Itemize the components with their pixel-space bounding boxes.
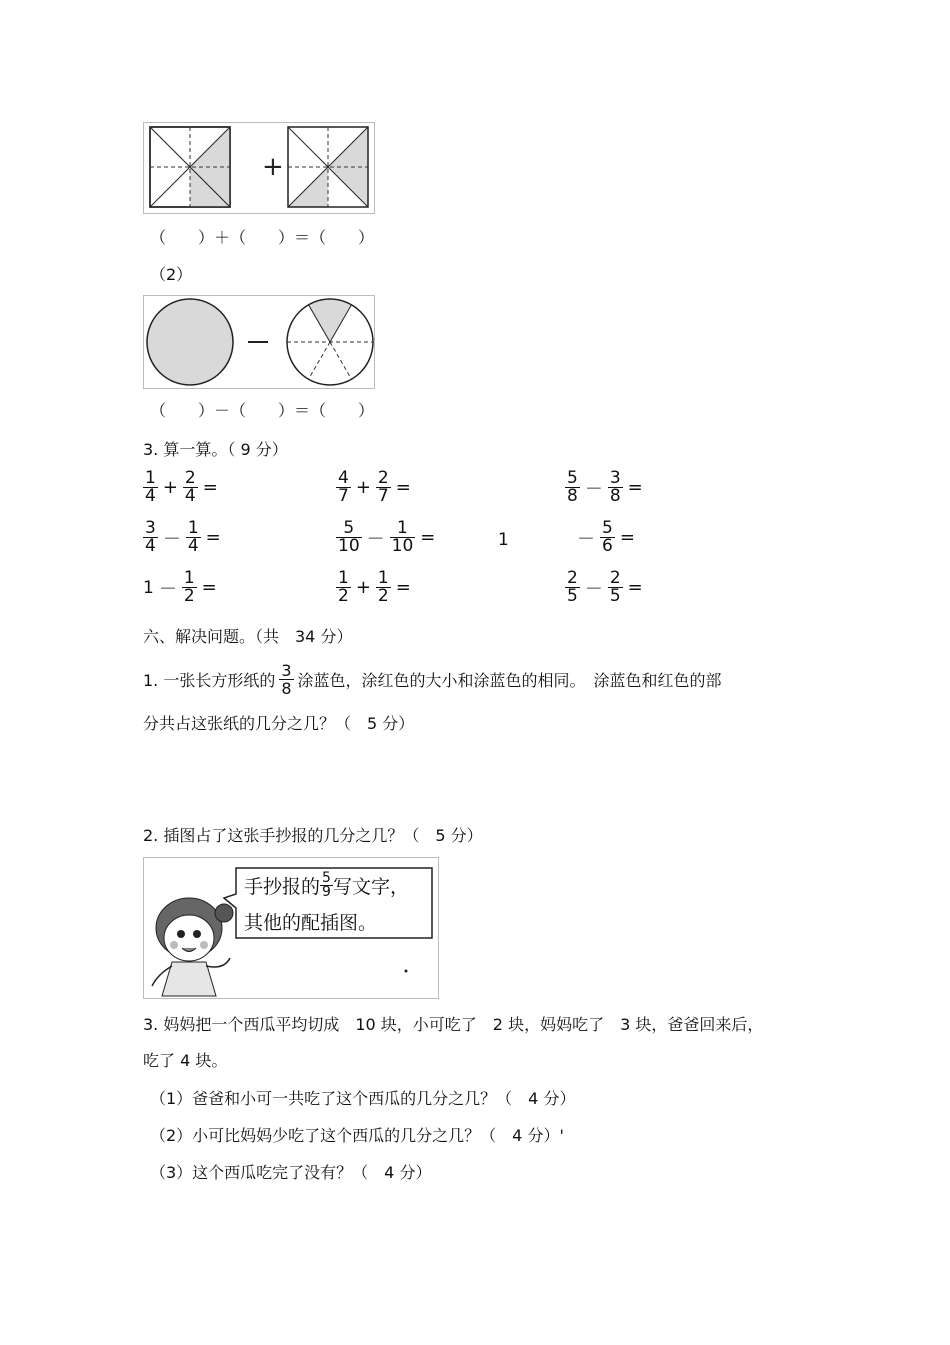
figure2-answer-blanks: （ ）－（ ）＝（ ） xyxy=(150,401,375,420)
circles-diagram xyxy=(144,296,374,388)
q3-line1: 3. 妈妈把一个西瓜平均切成 10 块，小可吃了 2 块，妈妈吃了 3 块，爸爸回来后， xyxy=(143,1015,764,1034)
q2-text: 2. 插图占了这张手抄报的几分之几？（ 5 分） xyxy=(143,826,483,845)
bubble-line1: 手抄报的 $\frac{5}{9}$ 写文字， xyxy=(244,870,409,900)
squares-diagram xyxy=(144,123,374,213)
fraction: $\frac{1}{4}$ xyxy=(145,468,156,506)
calc-problem-8: $\frac{1}{2}$ + $\frac{1}{2}$ = xyxy=(338,568,411,606)
figure-squares xyxy=(143,122,375,214)
q3-sub1: （1）爸爸和小可一共吃了这个西瓜的几分之几？（ 4 分） xyxy=(150,1089,576,1108)
fraction: $\frac{5}{8}$ xyxy=(567,468,578,506)
section6-title: 六、解决问题。（共 34 分） xyxy=(143,627,353,646)
fraction: $\frac{1}{4}$ xyxy=(187,518,199,556)
calc-problem-4: $\frac{3}{4}$ － $\frac{1}{4}$ = xyxy=(145,518,221,556)
calc-problem-5: $\frac{5}{10}$ － $\frac{1}{10}$ = xyxy=(338,518,436,556)
fraction: $\frac{1}{2}$ xyxy=(338,568,349,606)
fraction: $\frac{5}{10}$ xyxy=(338,518,360,556)
plus-sign: + xyxy=(262,152,284,182)
fraction: $\frac{2}{7}$ xyxy=(377,468,389,506)
fraction: $\frac{1}{10}$ xyxy=(391,518,414,556)
fraction: $\frac{2}{5}$ xyxy=(609,568,621,606)
calc-problem-2: $\frac{4}{7}$ + $\frac{2}{7}$ = xyxy=(338,468,411,506)
calc-problem-6: － $\frac{5}{6}$ = xyxy=(577,518,635,556)
q3-line2: 吃了 4 块。 xyxy=(143,1051,228,1070)
calc-problem-7: 1 － $\frac{1}{2}$ = xyxy=(143,568,217,606)
calc-problem-1: $\frac{1}{4}$ + $\frac{2}{4}$ = xyxy=(145,468,218,506)
fraction: $\frac{1}{2}$ xyxy=(183,568,195,606)
fraction: $\frac{5}{9}$ xyxy=(322,870,331,900)
calc-title: 3. 算一算。（ 9 分） xyxy=(143,440,288,459)
q1-line1: 1. 一张长方形纸的 $\frac{3}{8}$ 涂蓝色，涂红色的大小和涂蓝色的相同。 涂蓝色和红色的部 xyxy=(143,661,722,698)
q1-line2: 分共占这张纸的几分之几？（ 5 分） xyxy=(143,714,415,733)
fraction: $\frac{4}{7}$ xyxy=(338,468,349,506)
fraction: $\frac{3}{4}$ xyxy=(145,518,156,556)
fraction: $\frac{3}{8}$ xyxy=(281,661,292,698)
fraction: $\frac{5}{6}$ xyxy=(602,518,613,556)
fraction: $\frac{2}{5}$ xyxy=(567,568,578,606)
calc-problem-9: $\frac{2}{5}$ － $\frac{2}{5}$ = xyxy=(567,568,643,606)
q2-illustration xyxy=(143,857,439,999)
fraction: $\frac{2}{4}$ xyxy=(184,468,196,506)
calc-problem-6-whole: 1 xyxy=(498,530,509,550)
bubble-line2: 其他的配插图。 xyxy=(244,912,378,934)
fraction: $\frac{1}{2}$ xyxy=(377,568,389,606)
q3-sub3: （3）这个西瓜吃完了没有？（ 4 分） xyxy=(150,1163,432,1182)
fraction: $\frac{3}{8}$ xyxy=(609,468,621,506)
part2-label: （2） xyxy=(150,265,193,284)
figure-circles xyxy=(143,295,375,389)
calc-problem-3: $\frac{5}{8}$ － $\frac{3}{8}$ = xyxy=(567,468,643,506)
figure1-answer-blanks: （ ）＋（ ）＝（ ） xyxy=(150,228,375,247)
q3-sub2: （2）小可比妈妈少吃了这个西瓜的几分之几？（ 4 分）' xyxy=(150,1126,564,1145)
